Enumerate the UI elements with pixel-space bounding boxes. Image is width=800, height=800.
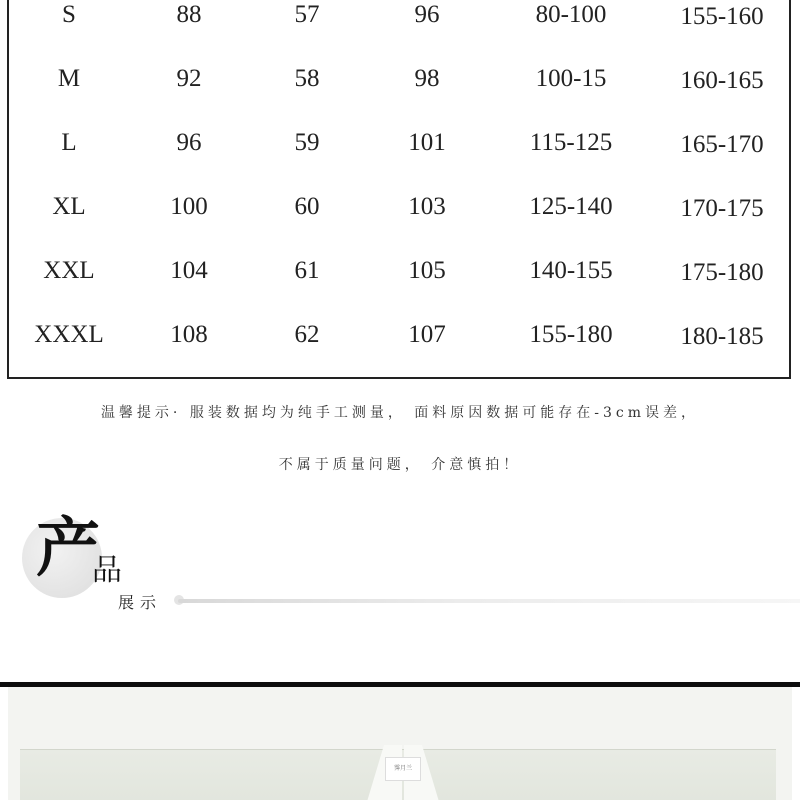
table-cell: 105 — [408, 257, 446, 284]
size-cell: XXL — [43, 257, 95, 284]
table-cell: 155-160 — [680, 3, 764, 30]
size-cell: L — [61, 129, 77, 156]
table-row — [9, 123, 800, 163]
quality-note: 不属于质量问题， 介意慎拍！ — [278, 457, 522, 473]
title-char-sub: 品 — [92, 553, 122, 588]
table-cell: 61 — [294, 257, 320, 284]
table-cell: 100 — [170, 193, 208, 220]
table-cell: 88 — [176, 1, 202, 28]
table-cell: 108 — [170, 321, 208, 348]
table-row — [9, 315, 800, 355]
measurement-tip: 温馨提示· 服装数据均为纯手工测量， 面料原因数据可能存在-3cm误差， — [100, 405, 700, 421]
table-cell: 101 — [408, 129, 446, 156]
table-row — [9, 0, 800, 35]
table-row — [9, 187, 800, 227]
table-cell: 103 — [408, 193, 446, 220]
size-table — [7, 0, 791, 379]
size-cell: XL — [52, 193, 86, 220]
table-cell: 60 — [294, 193, 320, 220]
table-cell: 165-170 — [680, 131, 764, 158]
size-cell: M — [57, 65, 81, 92]
table-cell: 175-180 — [680, 259, 764, 286]
table-cell: 140-155 — [529, 257, 613, 284]
table-cell: 180-185 — [680, 323, 764, 350]
table-cell: 170-175 — [680, 195, 764, 222]
product-photo — [0, 682, 800, 800]
title-subtitle: 展示 — [118, 593, 163, 612]
table-cell: 92 — [176, 65, 202, 92]
table-row — [9, 251, 800, 291]
table-cell: 58 — [294, 65, 320, 92]
table-cell: 100-15 — [535, 65, 607, 92]
section-title — [18, 510, 800, 620]
neck-label: 霁月兰 — [385, 757, 421, 781]
table-cell: 115-125 — [529, 129, 613, 156]
table-cell: 80-100 — [535, 1, 607, 28]
size-cell: XXXL — [34, 321, 104, 348]
size-cell: S — [62, 1, 76, 28]
table-cell: 107 — [408, 321, 446, 348]
table-cell: 155-180 — [529, 321, 613, 348]
table-cell: 98 — [414, 65, 440, 92]
table-cell: 96 — [414, 1, 440, 28]
table-cell: 160-165 — [680, 67, 764, 94]
title-char-main: 产 — [36, 511, 100, 586]
divider-line — [178, 599, 800, 603]
table-cell: 62 — [294, 321, 320, 348]
table-cell: 57 — [294, 1, 320, 28]
table-cell: 104 — [170, 257, 208, 284]
table-row — [9, 59, 800, 99]
table-cell: 125-140 — [529, 193, 613, 220]
table-cell: 59 — [294, 129, 320, 156]
table-cell: 96 — [176, 129, 202, 156]
